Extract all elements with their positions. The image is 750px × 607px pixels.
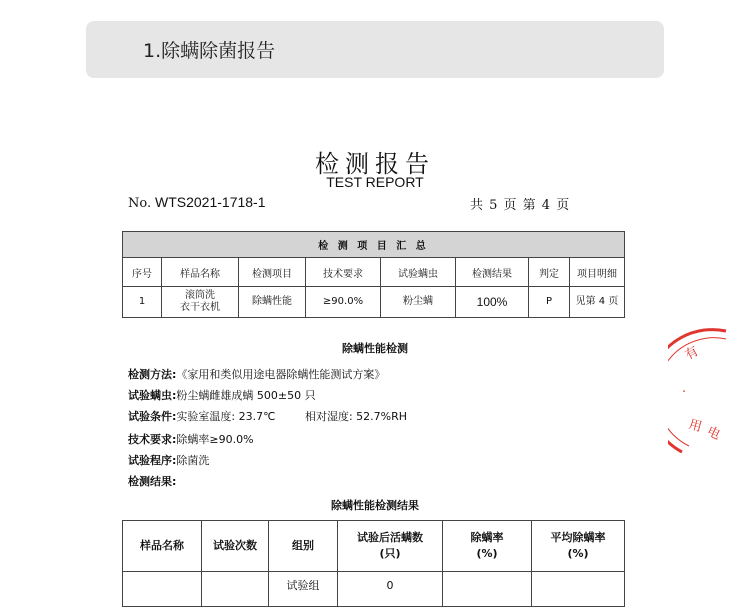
col-header: 技术要求 bbox=[306, 258, 381, 287]
summary-table bbox=[122, 231, 625, 318]
page-title: 1.除螨除菌报告 bbox=[143, 40, 276, 62]
cell-sample-line2: 衣干衣机 bbox=[180, 302, 220, 313]
header-bar bbox=[86, 21, 664, 78]
result-label: 检测结果: bbox=[128, 475, 177, 488]
report-number-label: No. bbox=[128, 196, 152, 211]
col-header: 项目明细 bbox=[570, 258, 625, 287]
cell-item: 除螨性能 bbox=[239, 287, 306, 318]
cell-detail: 见第 4 页 bbox=[570, 287, 625, 318]
svg-text:用: 用 bbox=[686, 417, 704, 436]
condition-temp: 实验室温度: 23.7℃ bbox=[176, 410, 276, 423]
svg-text:·: · bbox=[682, 385, 687, 400]
col-header: 样品名称 bbox=[123, 521, 202, 572]
cell bbox=[443, 572, 532, 607]
cell-no: 1 bbox=[123, 287, 162, 318]
section-title: 除螨性能检测结果 bbox=[331, 499, 419, 512]
mite-label: 试验螨虫: bbox=[128, 389, 177, 402]
procedure-value: 除菌洗 bbox=[176, 454, 210, 467]
procedure-line bbox=[128, 452, 209, 468]
mite-value: 粉尘螨雌雄成螨 500±50 只 bbox=[176, 389, 316, 402]
cell: 0 bbox=[338, 572, 443, 607]
col-header: 判定 bbox=[529, 258, 570, 287]
table-row bbox=[123, 572, 625, 607]
cell-mite: 粉尘螨 bbox=[381, 287, 456, 318]
results-table bbox=[122, 520, 625, 607]
cell-requirement: ≥90.0% bbox=[306, 287, 381, 318]
condition-humidity: 相对湿度: 52.7%RH bbox=[304, 410, 408, 423]
report-number-value: WTS2021-1718-1 bbox=[155, 194, 266, 210]
col-header: 试验后活螨数 (只) bbox=[338, 521, 443, 572]
col-header: 检测结果 bbox=[456, 258, 529, 287]
table-row bbox=[123, 287, 625, 318]
requirement-label: 技术要求: bbox=[128, 433, 177, 446]
report-title: 检测报告 bbox=[315, 150, 435, 178]
cell bbox=[123, 572, 202, 607]
col-header: 组别 bbox=[269, 521, 338, 572]
col-header: 序号 bbox=[123, 258, 162, 287]
method-line bbox=[128, 366, 385, 382]
report-subtitle: TEST REPORT bbox=[326, 174, 424, 190]
section-title: 除螨性能检测 bbox=[342, 342, 408, 355]
method-value: 《家用和类似用途电器除螨性能测试方案》 bbox=[176, 368, 386, 381]
report-number bbox=[128, 194, 266, 211]
col-header: 平均除螨率 (%) bbox=[532, 521, 625, 572]
col-header: 试验螨虫 bbox=[381, 258, 456, 287]
requirement-line bbox=[128, 431, 254, 447]
requirement-value: 除螨率≥90.0% bbox=[176, 433, 254, 446]
cell-verdict: P bbox=[529, 287, 570, 318]
method-label: 检测方法: bbox=[128, 368, 177, 381]
cell: 试验组 bbox=[269, 572, 338, 607]
cell-sample bbox=[162, 287, 239, 318]
col-header: 试验次数 bbox=[202, 521, 269, 572]
page-info: 共 5 页 第 4 页 bbox=[470, 198, 571, 213]
red-seal-stamp bbox=[668, 326, 728, 456]
svg-text:有: 有 bbox=[682, 343, 702, 364]
procedure-label: 试验程序: bbox=[128, 454, 177, 467]
cell-result: 100% bbox=[456, 287, 529, 318]
svg-text:电: 电 bbox=[704, 424, 723, 444]
condition-line bbox=[128, 408, 407, 424]
col-header: 检测项目 bbox=[239, 258, 306, 287]
mite-line bbox=[128, 387, 316, 403]
cell bbox=[202, 572, 269, 607]
condition-label: 试验条件: bbox=[128, 410, 177, 423]
summary-caption: 检 测 项 目 汇 总 bbox=[123, 232, 625, 258]
col-header: 除螨率 (%) bbox=[443, 521, 532, 572]
cell bbox=[532, 572, 625, 607]
result-line bbox=[128, 473, 176, 489]
col-header: 样品名称 bbox=[162, 258, 239, 287]
cell-sample-line1: 滚筒洗 bbox=[185, 290, 215, 301]
